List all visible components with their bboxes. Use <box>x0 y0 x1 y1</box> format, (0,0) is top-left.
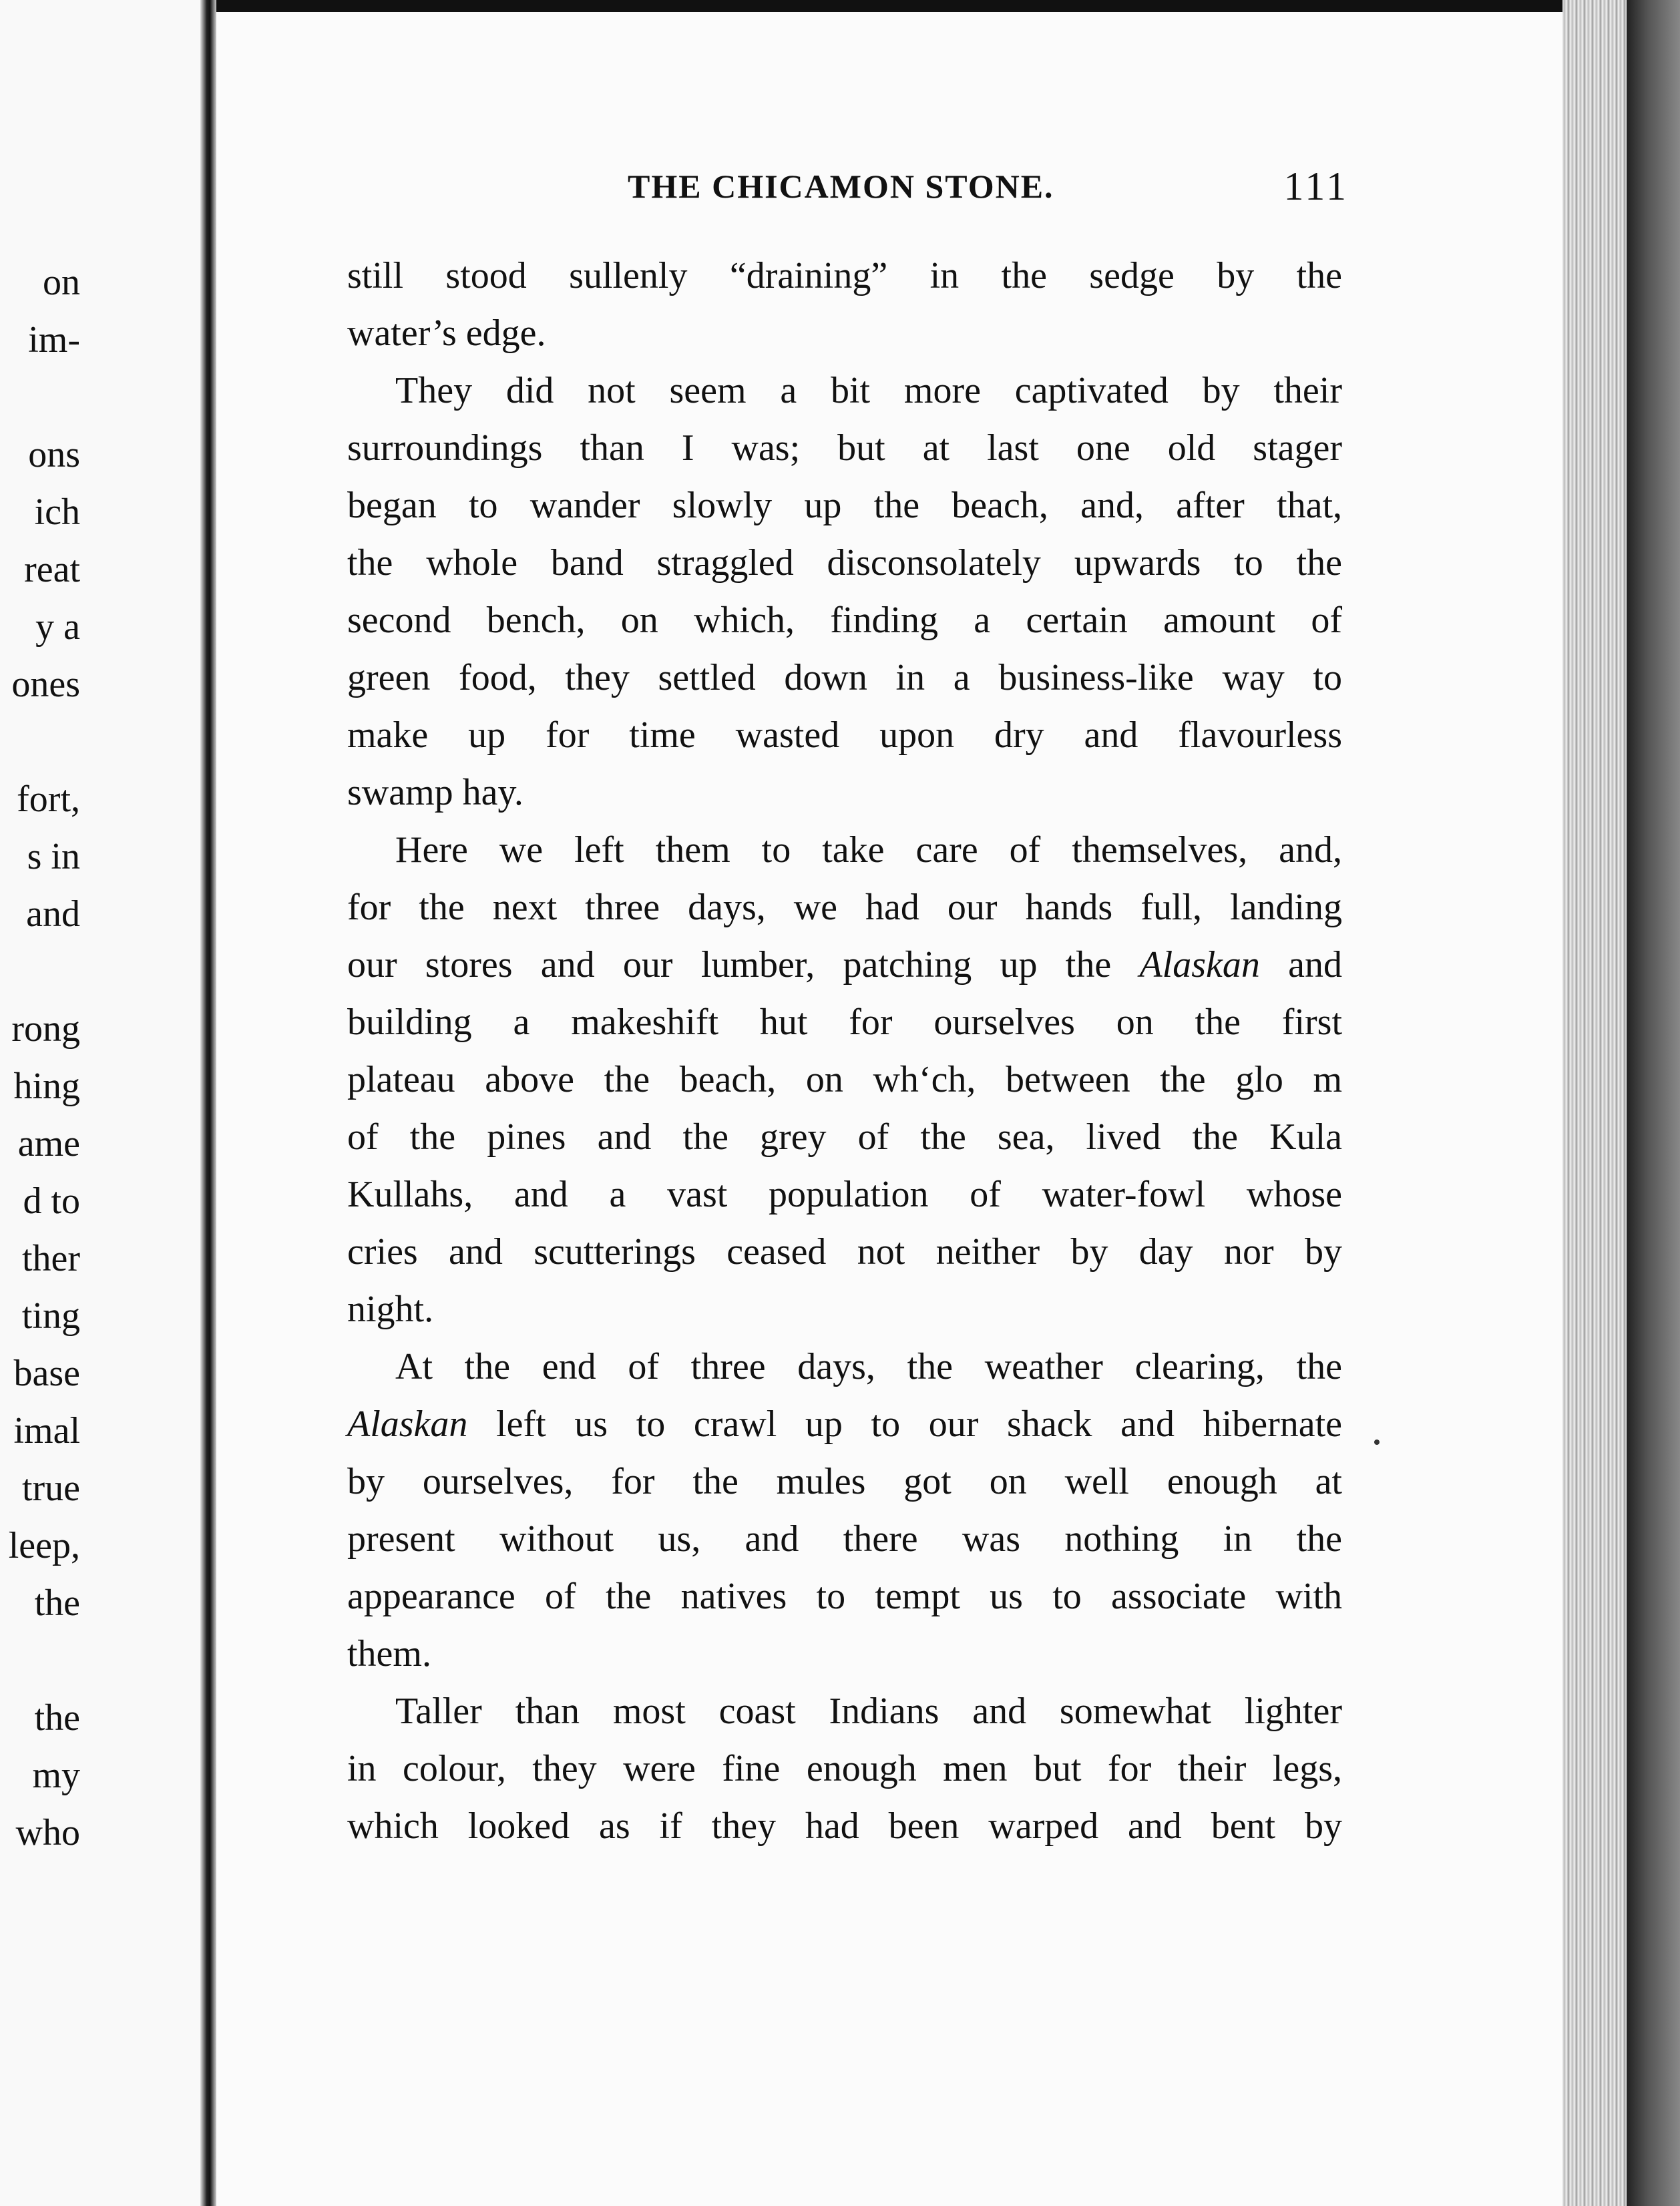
previous-page-fragment-line: d to <box>23 1180 80 1222</box>
text-line: building a makeshift hut for ourselves on the first <box>347 1002 1342 1043</box>
previous-page-fragment-line: the <box>34 1582 80 1624</box>
text-line: night. <box>347 1289 434 1330</box>
scan-top-edge <box>216 0 1585 12</box>
previous-page-fragment-line <box>0 713 80 770</box>
running-head: THE CHICAMON STONE. <box>628 168 1054 205</box>
text-line: which looked as if they had been warped and bent by <box>347 1805 1342 1847</box>
previous-page-fragment-line: my <box>32 1755 80 1796</box>
text-line: our stores and our lumber, patching up the Alaskan and <box>347 944 1343 985</box>
previous-page-fragment-line: im- <box>28 319 80 361</box>
text-line: make up for time wasted upon dry and flavourless <box>347 714 1342 756</box>
previous-page-fragment-line: rong <box>11 1008 80 1050</box>
text-line: by ourselves, for the mules got on well enough at <box>347 1461 1342 1502</box>
previous-page-fragment-line: y a <box>35 606 80 648</box>
text-line: second bench, on which, finding a certain amount of <box>347 600 1342 641</box>
text-line: Kullahs, and a vast population of water-fowl whose <box>347 1174 1342 1215</box>
previous-page-line-endings <box>0 254 80 1861</box>
text-line: At the end of three days, the weather clearing, the <box>395 1346 1342 1387</box>
previous-page-fragment-line: ther <box>21 1238 80 1279</box>
text-line: present without us, and there was nothing in the <box>347 1518 1342 1560</box>
text-line: of the pines and the grey of the sea, lived the Kula <box>347 1116 1342 1158</box>
page-block-edge <box>1562 0 1680 2206</box>
text-line: for the next three days, we had our hands full, landing <box>347 887 1342 928</box>
previous-page-fragment-line: ting <box>21 1295 80 1337</box>
text-line: them. <box>347 1633 431 1675</box>
text-line: water’s edge. <box>347 312 546 354</box>
previous-page-fragment-line: who <box>15 1812 80 1853</box>
previous-page-fragment-line: ones <box>11 664 80 705</box>
text-line: surroundings than I was; but at last one old stager <box>347 427 1342 469</box>
previous-page-fragment-line: ons <box>28 434 80 475</box>
previous-page-fragment-line: leep, <box>8 1525 80 1566</box>
previous-page-fragment-line: fort, <box>17 779 80 820</box>
previous-page-fragment-line <box>0 943 80 1000</box>
text-line: still stood sullenly “draining” in the sedge by the <box>347 255 1342 296</box>
ink-speck <box>1374 1440 1380 1445</box>
previous-page-fragment-line: reat <box>24 549 80 590</box>
previous-page-fragment-line: hing <box>13 1066 80 1107</box>
text-line: Here we left them to take care of themselves, and, <box>395 829 1342 871</box>
previous-page-fragment-line: base <box>13 1353 80 1394</box>
previous-page-fragment-line: the <box>34 1697 80 1739</box>
previous-page-fragment-line: s in <box>27 836 80 877</box>
ship-name-italic: Alaskan <box>1139 944 1260 985</box>
page-number: 111 <box>1283 164 1349 208</box>
previous-page-fragment-line: true <box>21 1468 80 1509</box>
previous-page-fragment-line: and <box>26 893 80 935</box>
previous-page-fragment-line: ame <box>17 1123 80 1164</box>
text-line: the whole band straggled disconsolately upwards to the <box>347 542 1342 584</box>
previous-page-fragment-line <box>0 369 80 426</box>
body-text <box>347 247 1342 1855</box>
ship-name-italic: Alaskan <box>347 1403 468 1445</box>
text-line: They did not seem a bit more captivated by their <box>395 370 1342 411</box>
text-line: appearance of the natives to tempt us to associate with <box>347 1576 1342 1617</box>
text-line: swamp hay. <box>347 772 523 813</box>
previous-page-fragment <box>0 0 212 2206</box>
previous-page-fragment-line <box>0 1632 80 1689</box>
previous-page-fragment-line: on <box>43 262 80 303</box>
previous-page-fragment-line: ich <box>34 491 80 533</box>
text-line: plateau above the beach, on whʻch, between the glo m <box>347 1059 1342 1100</box>
text-line: in colour, they were fine enough men but for their legs, <box>347 1748 1342 1789</box>
previous-page-fragment-line: imal <box>13 1410 80 1452</box>
text-line: Alaskan left us to crawl up to our shack and hibernate <box>347 1403 1342 1445</box>
text-line: cries and scutterings ceased not neither by day nor by <box>347 1231 1342 1273</box>
text-line: began to wander slowly up the beach, and, after that, <box>347 485 1342 526</box>
book-gutter <box>200 0 216 2206</box>
text-line: green food, they settled down in a business-like way to <box>347 657 1342 698</box>
text-line: Taller than most coast Indians and somewhat lighter <box>395 1691 1342 1732</box>
